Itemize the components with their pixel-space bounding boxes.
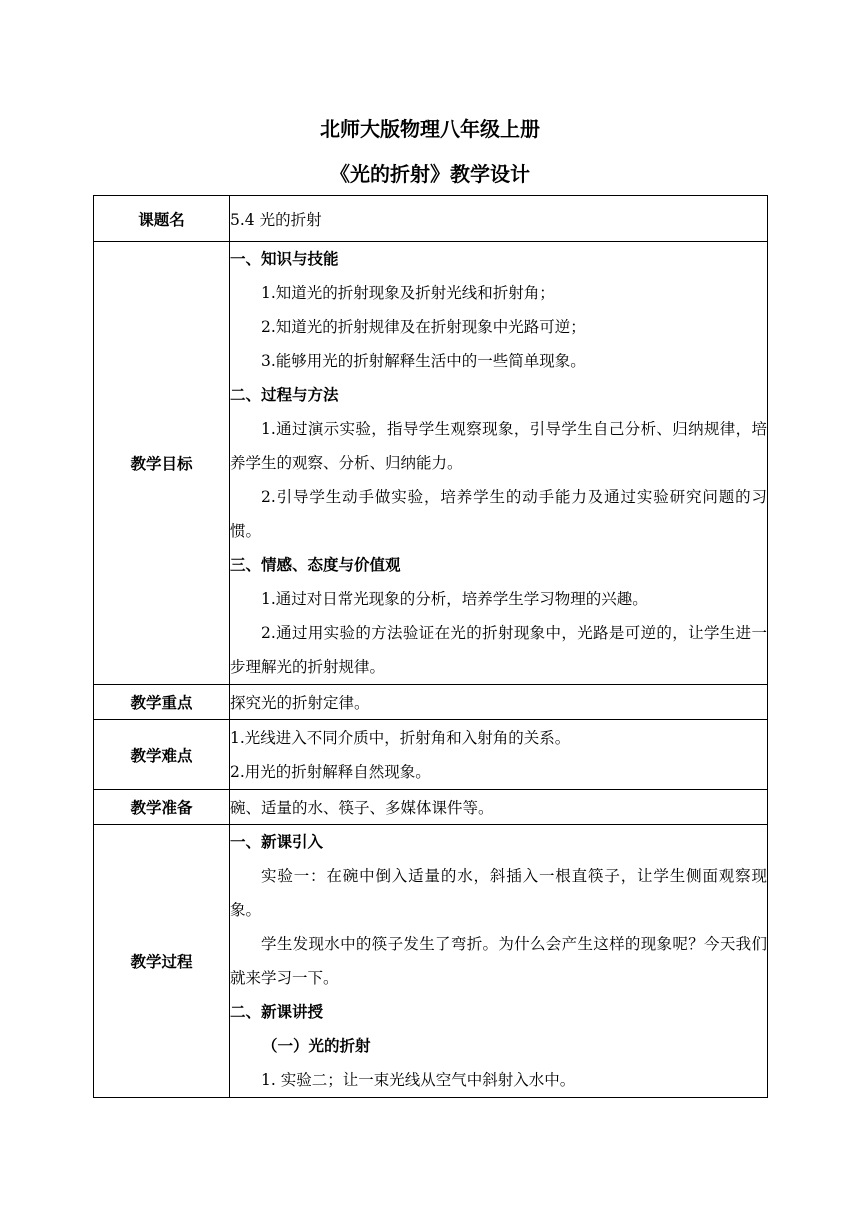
key-points-label: 教学重点 bbox=[94, 685, 230, 720]
document-subtitle: 《光的折射》教学设计 bbox=[330, 162, 530, 186]
objective-item: 2.通过用实验的方法验证在光的折射现象中，光路是可逆的，让学生进一步理解光的折射规律。 bbox=[230, 624, 767, 676]
preparation-row bbox=[94, 790, 768, 825]
objective-item: 1.通过对日常光现象的分析，培养学生学习物理的兴趣。 bbox=[261, 590, 648, 608]
preparation-label: 教学准备 bbox=[94, 790, 230, 825]
objectives-section-process: 二、过程与方法 bbox=[230, 386, 339, 404]
document-title: 北师大版物理八年级上册 bbox=[320, 117, 540, 141]
objectives-content bbox=[230, 242, 768, 685]
objective-item: 2.引导学生动手做实验，培养学生的动手能力及通过实验研究问题的习惯。 bbox=[230, 488, 767, 540]
process-paragraph: 学生发现水中的筷子发生了弯折。为什么会产生这样的现象呢？今天我们就来学习一下。 bbox=[230, 935, 767, 987]
process-paragraph: 1. 实验二；让一束光线从空气中斜射入水中。 bbox=[261, 1071, 576, 1089]
lesson-plan-table bbox=[93, 195, 768, 1098]
objective-item: 2.知道光的折射规律及在折射现象中光路可逆； bbox=[261, 318, 586, 336]
process-row bbox=[94, 825, 768, 1098]
process-content bbox=[230, 825, 768, 1098]
process-paragraph: 实验一：在碗中倒入适量的水，斜插入一根直筷子，让学生侧面观察现象。 bbox=[230, 867, 767, 919]
objectives-section-attitude: 三、情感、态度与价值观 bbox=[230, 556, 401, 574]
key-points-value: 探究光的折射定律。 bbox=[230, 685, 768, 720]
difficulties-row bbox=[94, 720, 768, 790]
objectives-label: 教学目标 bbox=[94, 242, 230, 685]
process-label: 教学过程 bbox=[94, 825, 230, 1098]
difficulty-item: 2.用光的折射解释自然现象。 bbox=[230, 762, 431, 781]
topic-row bbox=[94, 196, 768, 242]
key-points-row bbox=[94, 685, 768, 720]
difficulties-content bbox=[230, 720, 768, 790]
topic-label: 课题名 bbox=[94, 196, 230, 242]
difficulty-item: 1.光线进入不同介质中，折射角和入射角的关系。 bbox=[230, 728, 571, 747]
process-subsection-title: （一）光的折射 bbox=[262, 1037, 371, 1055]
objectives-section-knowledge: 一、知识与技能 bbox=[230, 250, 339, 268]
topic-value: 5.4 光的折射 bbox=[230, 196, 768, 242]
objective-item: 1.知道光的折射现象及折射光线和折射角； bbox=[261, 284, 555, 302]
objective-item: 3.能够用光的折射解释生活中的一些简单现象。 bbox=[261, 352, 586, 370]
process-section-lecture: 二、新课讲授 bbox=[230, 1003, 324, 1021]
objective-item: 1.通过演示实验，指导学生观察现象，引导学生自己分析、归纳规律，培养学生的观察、分析、归纳能力。 bbox=[230, 420, 767, 472]
preparation-value: 碗、适量的水、筷子、多媒体课件等。 bbox=[230, 790, 768, 825]
difficulties-label: 教学难点 bbox=[94, 720, 230, 790]
objectives-row bbox=[94, 242, 768, 685]
process-section-intro: 一、新课引入 bbox=[230, 833, 324, 851]
